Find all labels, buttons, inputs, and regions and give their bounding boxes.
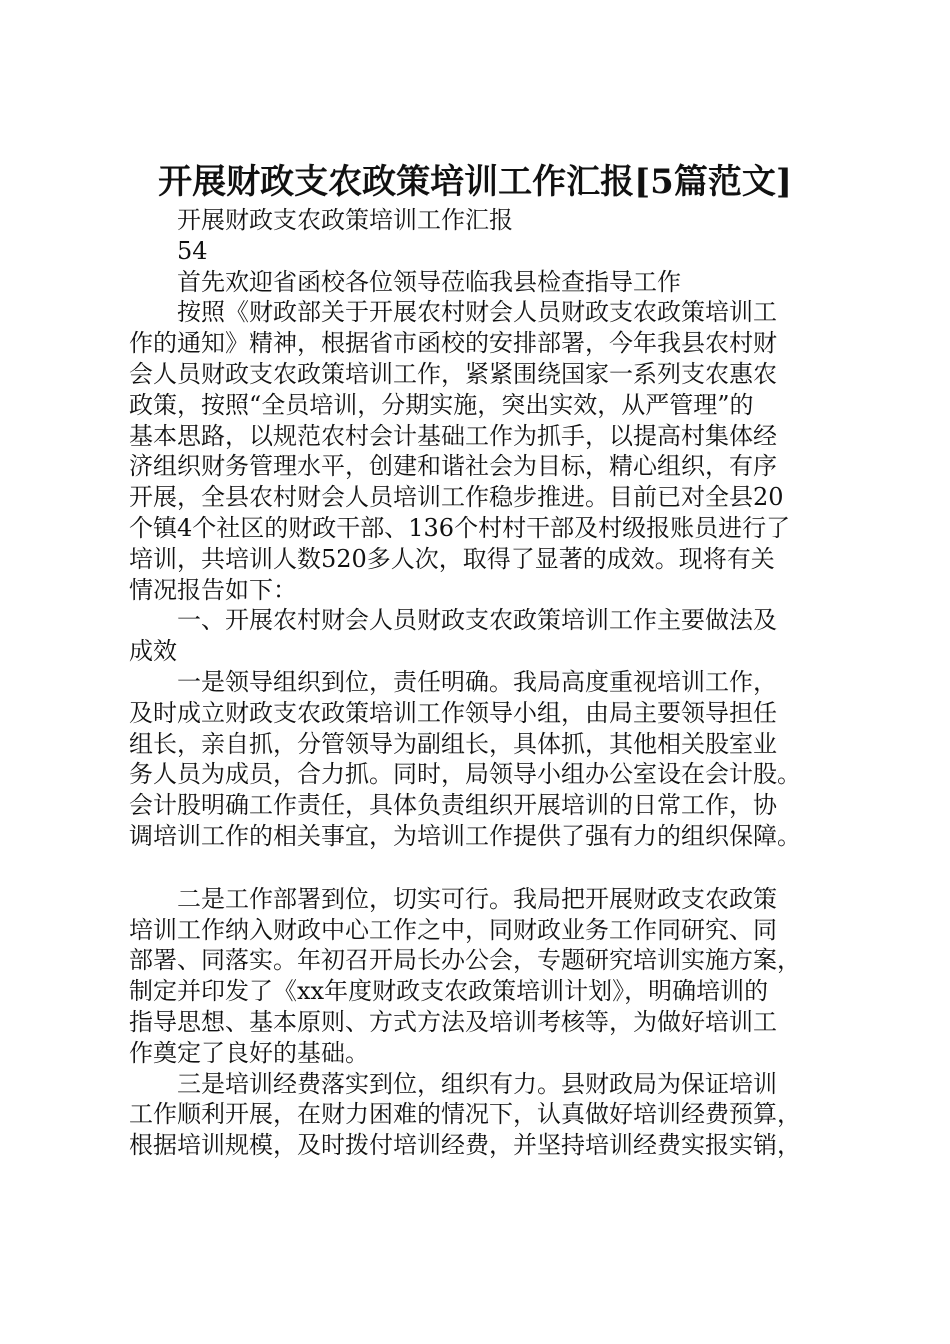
body-line: 务人员为成员，合力抓。同时，局领导小组办公室设在会计股。: [129, 760, 801, 789]
body-line: 一、开展农村财会人员财政支农政策培训工作主要做法及: [129, 606, 777, 635]
body-line: 54: [129, 236, 208, 265]
document-body: [129, 205, 864, 1161]
body-line: 调培训工作的相关事宜，为培训工作提供了强有力的组织保障。: [129, 821, 801, 850]
body-line: 开展，全县农村财会人员培训工作稳步推进。目前已对全县20: [129, 483, 784, 512]
document-title: 开展财政支农政策培训工作汇报[5篇范文]: [158, 162, 792, 202]
body-line: 部署、同落实。年初召开局长办公会，专题研究培训实施方案，: [129, 946, 801, 975]
body-line: 作奠定了良好的基础。: [129, 1038, 369, 1067]
body-line: 开展财政支农政策培训工作汇报: [129, 206, 513, 234]
body-line: 济组织财务管理水平，创建和谐社会为目标，精心组织，有序: [129, 452, 777, 481]
body-line: 二是工作部署到位，切实可行。我局把开展财政支农政策: [129, 884, 777, 913]
body-line: 根据培训规模，及时拨付培训经费，并坚持培训经费实报实销，: [129, 1131, 801, 1160]
body-line: 指导思想、基本原则、方式方法及培训考核等，为做好培训工: [129, 1007, 777, 1036]
body-line: 培训工作纳入财政中心工作之中，同财政业务工作同研究、同: [129, 915, 777, 944]
body-line: 制定并印发了《xx年度财政支农政策培训计划》，明确培训的: [129, 977, 769, 1006]
body-line: 成效: [129, 637, 177, 666]
body-line: 一是领导组织到位，责任明确。我局高度重视培训工作，: [129, 667, 777, 696]
body-line: 会计股明确工作责任，具体负责组织开展培训的日常工作，协: [129, 791, 777, 820]
body-line: 工作顺利开展，在财力困难的情况下，认真做好培训经费预算，: [129, 1100, 801, 1129]
body-line: 培训，共培训人数520多人次，取得了显著的成效。现将有关: [129, 544, 775, 573]
body-line: 首先欢迎省函校各位领导莅临我县检查指导工作: [129, 267, 681, 296]
body-line: 组长，亲自抓，分管领导为副组长，具体抓，其他相关股室业: [129, 729, 777, 758]
body-line: 基本思路，以规范农村会计基础工作为抓手，以提高村集体经: [129, 421, 777, 450]
body-line: 政策，按照“全员培训，分期实施，突出实效，从严管理”的: [129, 390, 754, 419]
body-line: 三是培训经费落实到位，组织有力。县财政局为保证培训: [129, 1069, 777, 1098]
body-line: 情况报告如下：: [129, 575, 297, 604]
body-line: 及时成立财政支农政策培训工作领导小组，由局主要领导担任: [129, 698, 777, 727]
paragraph-gap: [129, 852, 864, 884]
body-line: 作的通知》精神，根据省市函校的安排部署，今年我县农村财: [129, 329, 777, 358]
body-line: 个镇4个社区的财政干部、136个村村干部及村级报账员进行了: [129, 513, 791, 542]
body-line: 会人员财政支农政策培训工作，紧紧围绕国家一系列支农惠农: [129, 359, 777, 388]
body-line: 按照《财政部关于开展农村财会人员财政支农政策培训工: [129, 298, 777, 327]
